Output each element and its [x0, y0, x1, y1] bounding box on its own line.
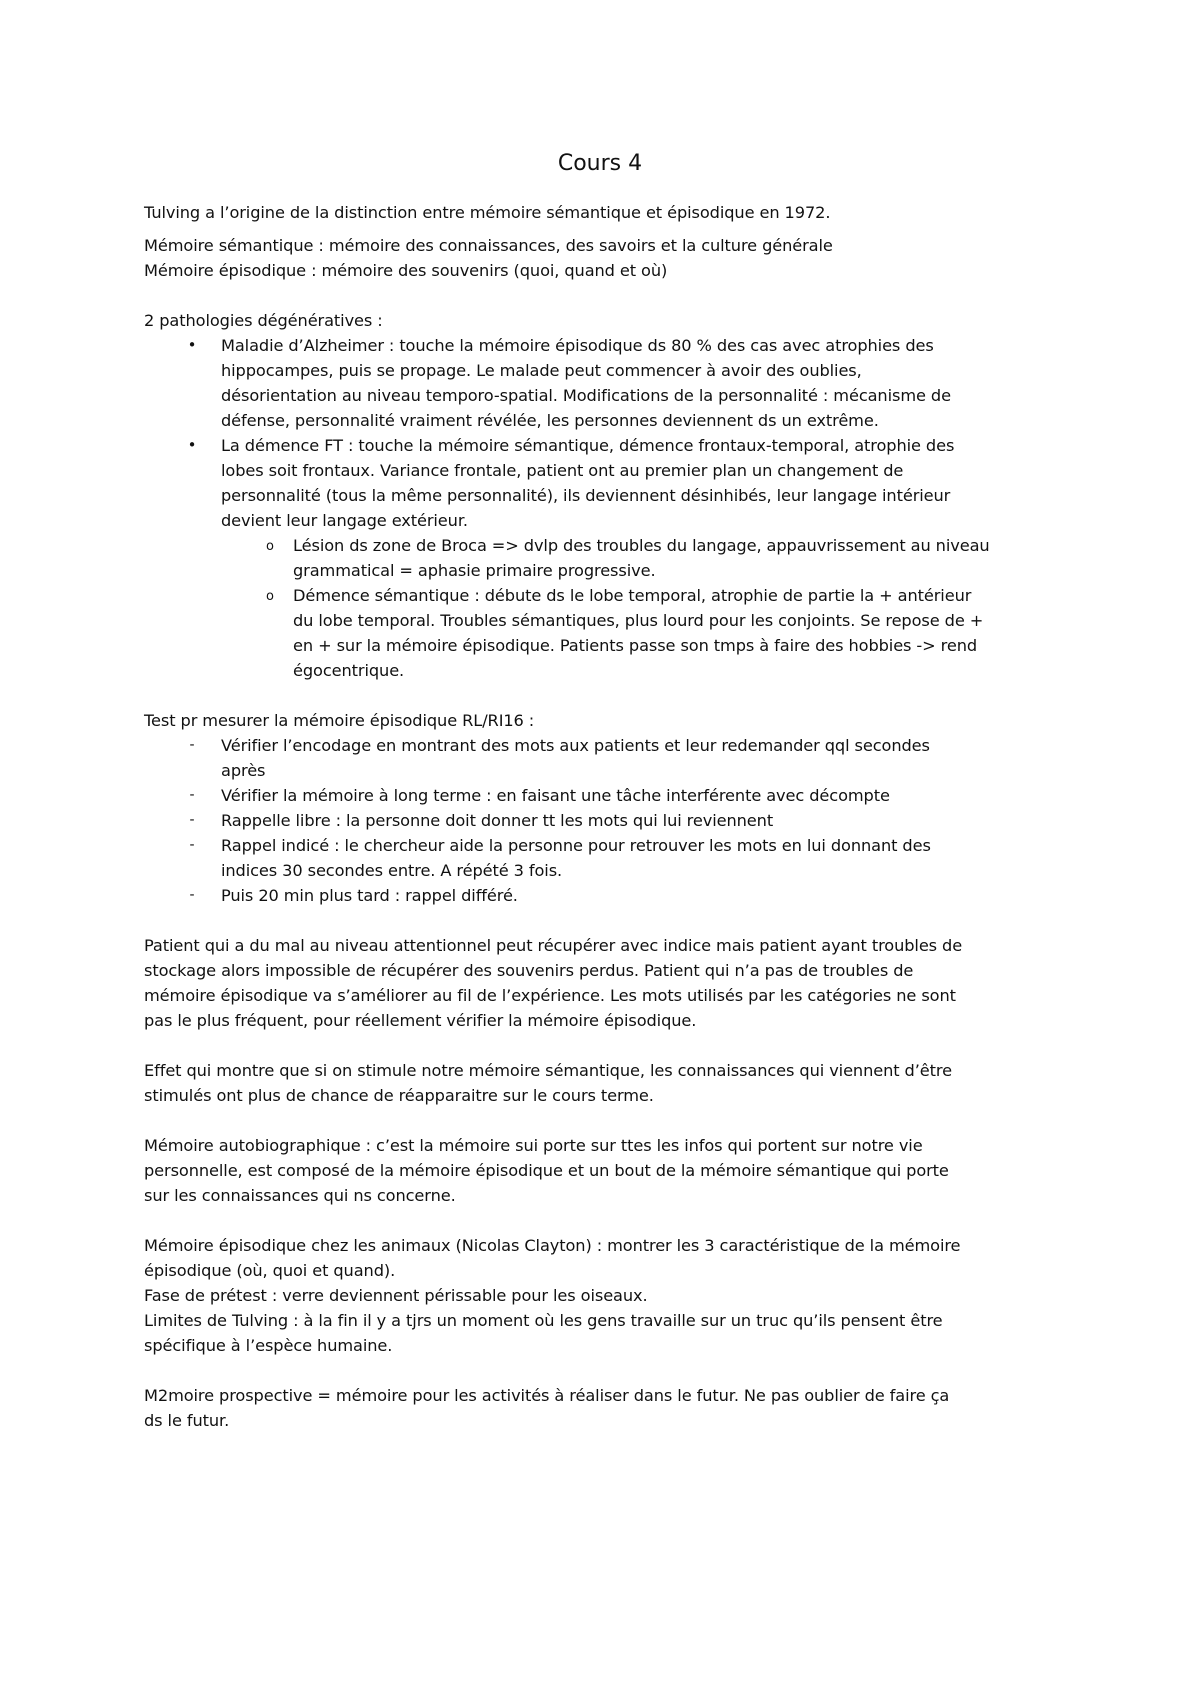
dash-marker: -: [189, 837, 195, 853]
pathology-1-line: hippocampes, puis se propage. Le malade peut commencer à avoir des oublies,: [221, 361, 862, 380]
dash-marker: -: [189, 887, 195, 903]
pathology-1-line: désorientation au niveau temporo-spatial. Modifications de la personnalité : mécanisme de: [221, 386, 951, 405]
paragraph-line: stockage alors impossible de récupérer des souvenirs perdus. Patient qui n’a pas de troubles de: [144, 961, 914, 980]
sub-bullet-marker: o: [266, 589, 274, 604]
subitem-1-line: Lésion ds zone de Broca => dvlp des troubles du langage, appauvrissement au niveau: [293, 536, 990, 555]
paragraph-line: spécifique à l’espèce humaine.: [144, 1336, 393, 1355]
paragraph-line: Patient qui a du mal au niveau attentionnel peut récupérer avec indice mais patient ayant troubles de: [144, 936, 963, 955]
paragraph-line: épisodique (où, quoi et quand).: [144, 1261, 396, 1280]
paragraph-line: Effet qui montre que si on stimule notre mémoire sémantique, les connaissances qui viennent d’être: [144, 1061, 952, 1080]
paragraph-line: mémoire épisodique va s’améliorer au fil de l’expérience. Les mots utilisés par les catégories ne sont: [144, 986, 956, 1005]
test-item-line: après: [221, 761, 266, 780]
pathology-2-line: devient leur langage extérieur.: [221, 511, 468, 530]
subitem-2-line: Démence sémantique : débute ds le lobe temporal, atrophie de partie la + antérieur: [293, 586, 972, 605]
test-item-line: indices 30 secondes entre. A répété 3 fois.: [221, 861, 563, 880]
definition-semantic: Mémoire sémantique : mémoire des connaissances, des savoirs et la culture générale: [144, 236, 833, 255]
bullet-marker: •: [187, 336, 197, 354]
test-item-line: Puis 20 min plus tard : rappel différé.: [221, 886, 518, 905]
paragraph-line: Mémoire épisodique chez les animaux (Nicolas Clayton) : montrer les 3 caractéristique de la mémoire: [144, 1236, 961, 1255]
test-item-line: Vérifier la mémoire à long terme : en faisant une tâche interférente avec décompte: [221, 786, 890, 805]
paragraph-line: personnelle, est composé de la mémoire épisodique et un bout de la mémoire sémantique qui porte: [144, 1161, 949, 1180]
test-item-line: Rappelle libre : la personne doit donner tt les mots qui lui reviennent: [221, 811, 774, 830]
sub-bullet-marker: o: [266, 539, 274, 554]
definition-episodic: Mémoire épisodique : mémoire des souvenirs (quoi, quand et où): [144, 261, 668, 280]
paragraph-line: M2moire prospective = mémoire pour les activités à réaliser dans le futur. Ne pas oublier de faire ça: [144, 1386, 950, 1405]
dash-marker: -: [189, 787, 195, 803]
dash-marker: -: [189, 812, 195, 828]
test-item-line: Rappel indicé : le chercheur aide la personne pour retrouver les mots en lui donnant des: [221, 836, 931, 855]
test-heading: Test pr mesurer la mémoire épisodique RL/RI16 :: [144, 711, 535, 730]
paragraph-line: Mémoire autobiographique : c’est la mémoire sui porte sur ttes les infos qui portent sur notre vie: [144, 1136, 923, 1155]
pathologies-heading: 2 pathologies dégénératives :: [144, 311, 383, 330]
subitem-1-line: grammatical = aphasie primaire progressive.: [293, 561, 656, 580]
subitem-2-line: en + sur la mémoire épisodique. Patients passe son tmps à faire des hobbies -> rend: [293, 636, 978, 655]
test-item-line: Vérifier l’encodage en montrant des mots aux patients et leur redemander qql secondes: [221, 736, 930, 755]
pathology-2-line: personnalité (tous la même personnalité), ils deviennent désinhibés, leur langage intérieur: [221, 486, 951, 505]
paragraph-line: pas le plus fréquent, pour réellement vérifier la mémoire épisodique.: [144, 1011, 697, 1030]
pathology-2-line: La démence FT : touche la mémoire sémantique, démence frontaux-temporal, atrophie des: [221, 436, 955, 455]
paragraph-line: stimulés ont plus de chance de réapparaitre sur le cours terme.: [144, 1086, 654, 1105]
paragraph-line: sur les connaissances qui ns concerne.: [144, 1186, 456, 1205]
paragraph-line: Limites de Tulving : à la fin il y a tjrs un moment où les gens travaille sur un truc qu’ils pensent être: [144, 1311, 943, 1330]
paragraph-line: ds le futur.: [144, 1411, 230, 1430]
pathology-2-line: lobes soit frontaux. Variance frontale, patient ont au premier plan un changement de: [221, 461, 904, 480]
pathology-1-line: défense, personnalité vraiment révélée, les personnes deviennent ds un extrême.: [221, 411, 879, 430]
dash-marker: -: [189, 737, 195, 753]
paragraph-line: Fase de prétest : verre deviennent périssable pour les oiseaux.: [144, 1286, 648, 1305]
bullet-marker: •: [187, 436, 197, 454]
subitem-2-line: du lobe temporal. Troubles sémantiques, plus lourd pour les conjoints. Se repose de +: [293, 611, 984, 630]
subitem-2-line: égocentrique.: [293, 661, 405, 680]
intro-text: Tulving a l’origine de la distinction entre mémoire sémantique et épisodique en 1972.: [144, 203, 831, 222]
pathology-1-line: Maladie d’Alzheimer : touche la mémoire épisodique ds 80 % des cas avec atrophies des: [221, 336, 934, 355]
document-title: Cours 4: [557, 151, 643, 176]
